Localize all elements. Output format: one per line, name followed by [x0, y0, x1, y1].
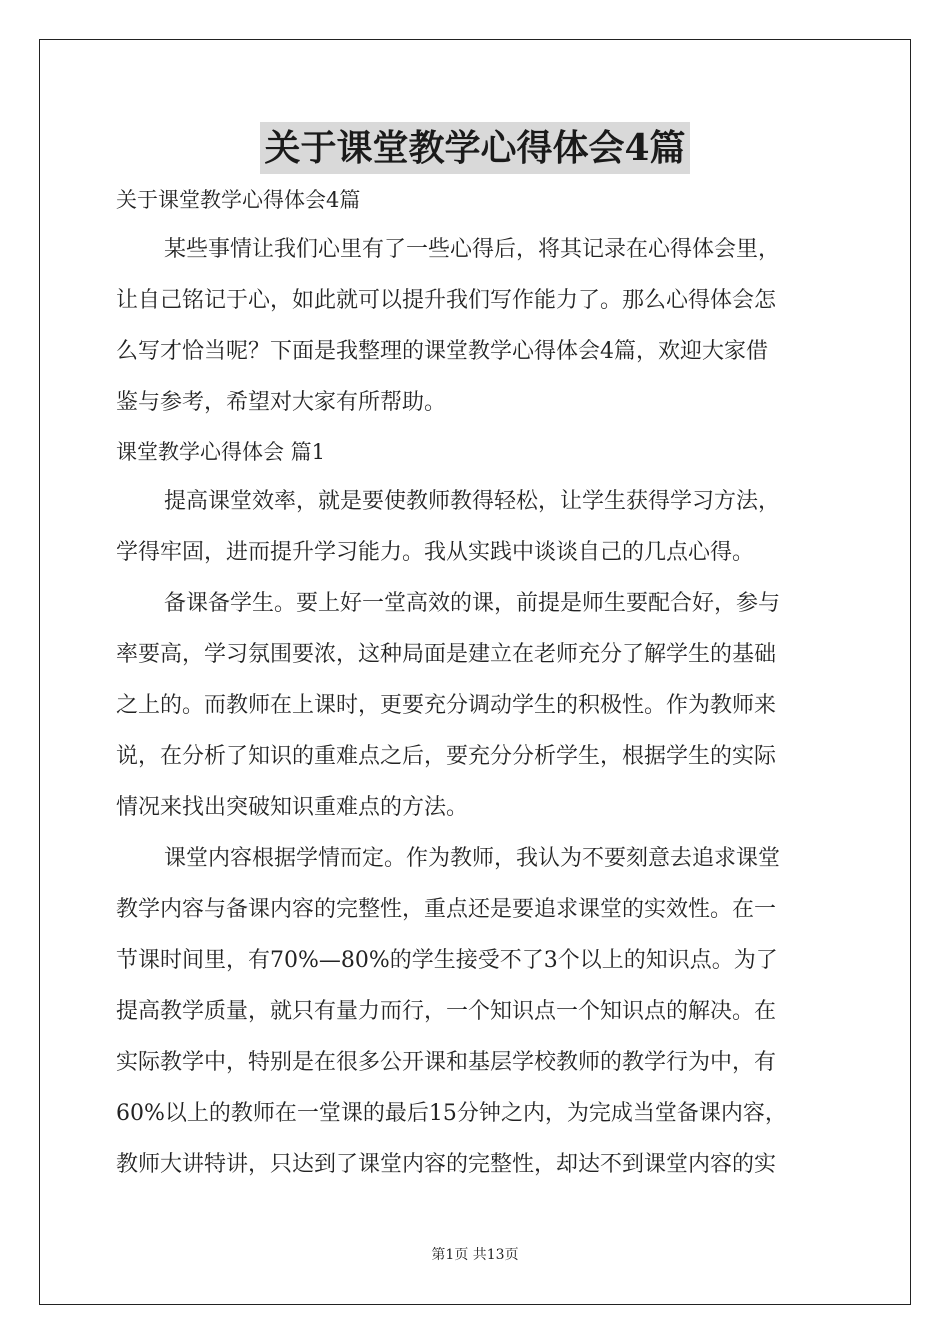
- intro-line: 么写才恰当呢？下面是我整理的课堂教学心得体会4篇，欢迎大家借: [116, 339, 768, 364]
- paragraph-line: 课堂内容根据学情而定。作为教师，我认为不要刻意去追求课堂: [164, 846, 781, 871]
- title-container: [0, 122, 950, 174]
- document-subtitle: 关于课堂教学心得体会4篇: [116, 188, 361, 212]
- intro-line: 某些事情让我们心里有了一些心得后，将其记录在心得体会里，: [164, 237, 781, 262]
- intro-line: 让自己铭记于心，如此就可以提升我们写作能力了。那么心得体会怎: [116, 288, 777, 313]
- intro-line: 鉴与参考，希望对大家有所帮助。: [116, 390, 447, 415]
- paragraph-line: 60%以上的教师在一堂课的最后15分钟之内，为完成当堂备课内容，: [116, 1101, 787, 1126]
- paragraph-line: 教学内容与备课内容的完整性，重点还是要追求课堂的实效性。在一: [116, 897, 777, 922]
- paragraph-line: 教师大讲特讲，只达到了课堂内容的完整性，却达不到课堂内容的实: [116, 1152, 777, 1177]
- paragraph-line: 学得牢固，进而提升学习能力。我从实践中谈谈自己的几点心得。: [116, 540, 755, 565]
- document-title: 关于课堂教学心得体会4篇: [260, 122, 689, 174]
- paragraph-line: 说，在分析了知识的重难点之后，要充分分析学生，根据学生的实际: [116, 744, 777, 769]
- paragraph-line: 之上的。而教师在上课时，更要充分调动学生的积极性。作为教师来: [116, 693, 777, 718]
- paragraph-line: 情况来找出突破知识重难点的方法。: [116, 795, 469, 820]
- page-footer: 第1页 共13页: [431, 1247, 519, 1263]
- paragraph-line: 备课备学生。要上好一堂高效的课，前提是师生要配合好，参与: [164, 591, 781, 616]
- paragraph-line: 实际教学中，特别是在很多公开课和基层学校教师的教学行为中，有: [116, 1050, 777, 1075]
- section-heading: 课堂教学心得体会 篇1: [116, 440, 326, 464]
- paragraph-line: 提高教学质量，就只有量力而行，一个知识点一个知识点的解决。在: [116, 999, 777, 1024]
- paragraph-line: 节课时间里，有70%—80%的学生接受不了3个以上的知识点。为了: [116, 948, 778, 973]
- paragraph-line: 提高课堂效率，就是要使教师教得轻松，让学生获得学习方法，: [164, 489, 781, 514]
- document-body: [116, 176, 836, 1190]
- paragraph-line: 率要高，学习氛围要浓，这种局面是建立在老师充分了解学生的基础: [116, 642, 777, 667]
